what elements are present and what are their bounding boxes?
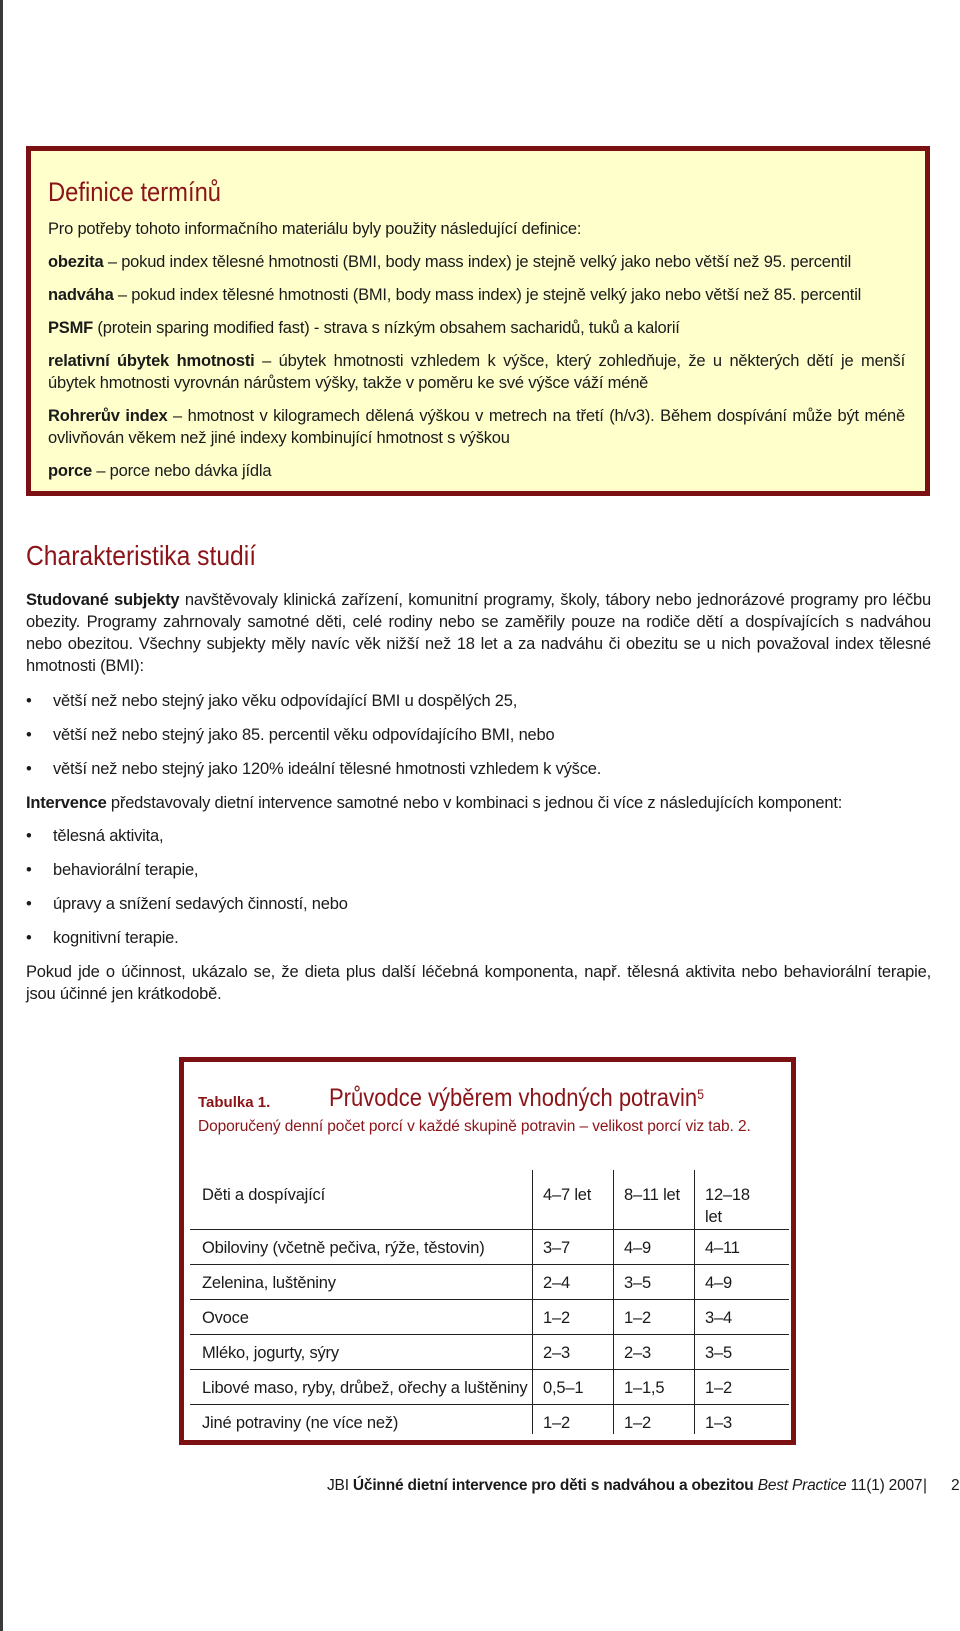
definition-item bbox=[48, 460, 905, 482]
footer-separator: | bbox=[923, 1477, 927, 1494]
table-cell: 2–4 bbox=[543, 1274, 570, 1292]
table-cell: 1–2 bbox=[624, 1414, 651, 1432]
table-cell: Ovoce bbox=[202, 1309, 249, 1327]
intervention-text: představovaly dietní intervence samotné nebo v kombinaci s jednou či více z následujících komponent: bbox=[106, 794, 843, 812]
definition-term: porce bbox=[48, 462, 92, 480]
table-cell: 1–2 bbox=[543, 1309, 570, 1327]
table-cell: 4–11 bbox=[705, 1239, 740, 1257]
table-title bbox=[329, 1084, 704, 1113]
table-cell: Mléko, jogurty, sýry bbox=[202, 1344, 339, 1362]
footer-series: Best Practice bbox=[757, 1477, 847, 1494]
definition-term: obezita bbox=[48, 253, 104, 271]
definitions-box bbox=[26, 146, 930, 496]
table-row bbox=[190, 1335, 789, 1370]
table-row bbox=[190, 1370, 789, 1405]
bullet-marker: • bbox=[26, 929, 32, 947]
definition-term: nadváha bbox=[48, 286, 114, 304]
component-text: behaviorální terapie, bbox=[53, 861, 199, 879]
table-cell: Jiné potraviny (ne více než) bbox=[202, 1414, 399, 1432]
definition-item bbox=[48, 317, 905, 339]
table-cell: 2–3 bbox=[624, 1344, 651, 1362]
food-guide-table-box bbox=[179, 1057, 796, 1445]
conclusion-paragraph: Pokud jde o účinnost, ukázalo se, že dieta plus další léčebná komponenta, např. tělesná aktivita nebo behaviorální terapie, jsou účinné jen krátkodobě. bbox=[26, 963, 931, 1003]
bmi-criterion-text: větší než nebo stejný jako věku odpovídající BMI u dospělých 25, bbox=[53, 692, 518, 710]
subjects-text: navštěvovaly klinická zařízení, komunitní programy, školy, tábory nebo jednorázové programy pro léčbu obezity. Programy zahrnovaly samotné děti, celé rodiny nebo se zaměřily pouze na rodiče dětí a dospívajících s nadváhou nebo obezitou. Všechny subjekty měly navíc věk nižší než 18 let a za nadváhu či obezitu se u nich považoval index tělesné hmotnosti (BMI): bbox=[26, 591, 931, 675]
bmi-criterion-text: větší než nebo stejný jako 120% ideální tělesné hmotnosti vzhledem k výšce. bbox=[53, 760, 602, 778]
footer-issue: 11(1) 2007 bbox=[846, 1477, 923, 1494]
definition-item bbox=[48, 405, 905, 449]
page-edge-rule bbox=[0, 0, 3, 1631]
table-cell: 1–2 bbox=[624, 1309, 651, 1327]
intervention-paragraph bbox=[26, 792, 931, 814]
definition-text: – pokud index tělesné hmotnosti (BMI, body mass index) je stejně velký jako nebo větší než 95. percentil bbox=[103, 253, 852, 271]
definition-item bbox=[48, 251, 905, 273]
definition-term: relativní úbytek hmotnosti bbox=[48, 352, 255, 370]
table-subtitle: Doporučený denní počet porcí v každé skupině potravin – velikost porcí viz tab. 2. bbox=[198, 1118, 751, 1135]
table-row bbox=[190, 1230, 789, 1265]
definition-term: Rohrerův index bbox=[48, 407, 168, 425]
definition-text: (protein sparing modified fast) - strava s nízkým obsahem sacharidů, tuků a kalorií bbox=[93, 319, 680, 337]
table-cell: 3–4 bbox=[705, 1309, 732, 1327]
component-text: úpravy a snížení sedavých činností, nebo bbox=[53, 895, 348, 913]
footer-org: JBI bbox=[327, 1477, 353, 1494]
table-cell: 1–2 bbox=[705, 1379, 732, 1397]
table-title-text: Průvodce výběrem vhodných potravin bbox=[329, 1084, 698, 1112]
definition-text: – úbytek hmotnosti vzhledem k výšce, který zohledňuje, že u některých dětí je menší úbytek hmotnosti vyrovnán nárůstem výšky, takže v poměru ke své výšce váží méně bbox=[48, 352, 905, 392]
definition-term: PSMF bbox=[48, 319, 94, 337]
bullet-marker: • bbox=[26, 726, 32, 744]
bullet-marker: • bbox=[26, 895, 32, 913]
table-header-cell: 8–11 let bbox=[624, 1186, 680, 1204]
table-row bbox=[190, 1300, 789, 1335]
definitions-title: Definice termínů bbox=[48, 177, 222, 207]
table-cell: 1–1,5 bbox=[624, 1379, 665, 1397]
definition-text: – hmotnost v kilogramech dělená výškou v metrech na třetí (h/v3). Během dospívání může být méně ovlivňován věkem než jiné indexy kombinující hmotnost s výškou bbox=[48, 407, 906, 447]
table-cell: Obiloviny (včetně pečiva, rýže, těstovin) bbox=[202, 1239, 485, 1257]
table-cell: 0,5–1 bbox=[543, 1379, 584, 1397]
intervention-term: Intervence bbox=[26, 794, 107, 812]
subjects-term: Studované subjekty bbox=[26, 591, 180, 609]
studies-title: Charakteristika studií bbox=[26, 540, 257, 571]
bullet-marker: • bbox=[26, 760, 32, 778]
component-text: kognitivní terapie. bbox=[53, 929, 179, 947]
table-cell: 1–3 bbox=[705, 1414, 732, 1432]
subjects-paragraph bbox=[26, 589, 931, 677]
bullet-marker: • bbox=[26, 861, 32, 879]
definition-text: – porce nebo dávka jídla bbox=[91, 462, 272, 480]
table-cell: 1–2 bbox=[543, 1414, 570, 1432]
table-header-cell: 12–18 let bbox=[705, 1186, 750, 1226]
table-row bbox=[190, 1405, 789, 1439]
table-cell: 3–7 bbox=[543, 1239, 570, 1257]
definitions-intro: Pro potřeby tohoto informačního materiálu byly použity následující definice: bbox=[48, 220, 582, 238]
table-header-row bbox=[190, 1170, 789, 1230]
bullet-marker: • bbox=[26, 827, 32, 845]
table-row bbox=[190, 1265, 789, 1300]
definition-item bbox=[48, 350, 905, 394]
page-number: 2 bbox=[951, 1477, 960, 1494]
bmi-criterion-text: větší než nebo stejný jako 85. percentil věku odpovídajícího BMI, nebo bbox=[53, 726, 555, 744]
definition-text: – pokud index tělesné hmotnosti (BMI, body mass index) je stejně velký jako nebo větší než 85. percentil bbox=[113, 286, 862, 304]
table-cell: 3–5 bbox=[705, 1344, 732, 1362]
table-header-cell: 4–7 let bbox=[543, 1186, 592, 1204]
table-cell: 4–9 bbox=[705, 1274, 732, 1292]
footer-title: Účinné dietní intervence pro děti s nadváhou a obezitou bbox=[352, 1477, 754, 1494]
table-cell: 3–5 bbox=[624, 1274, 651, 1292]
table-title-reference: 5 bbox=[697, 1086, 704, 1102]
table-cell: 2–3 bbox=[543, 1344, 570, 1362]
table-cell: 4–9 bbox=[624, 1239, 651, 1257]
table-cell: Zelenina, luštěniny bbox=[202, 1274, 336, 1292]
table-cell: Libové maso, ryby, drůbež, ořechy a luštěniny bbox=[202, 1379, 528, 1397]
definition-item bbox=[48, 284, 905, 306]
component-text: tělesná aktivita, bbox=[53, 827, 164, 845]
bullet-marker: • bbox=[26, 692, 32, 710]
page-footer bbox=[327, 1477, 960, 1495]
table-label: Tabulka 1. bbox=[198, 1094, 271, 1111]
table-header-cell: Děti a dospívající bbox=[202, 1186, 325, 1204]
food-guide-table bbox=[190, 1170, 789, 1439]
